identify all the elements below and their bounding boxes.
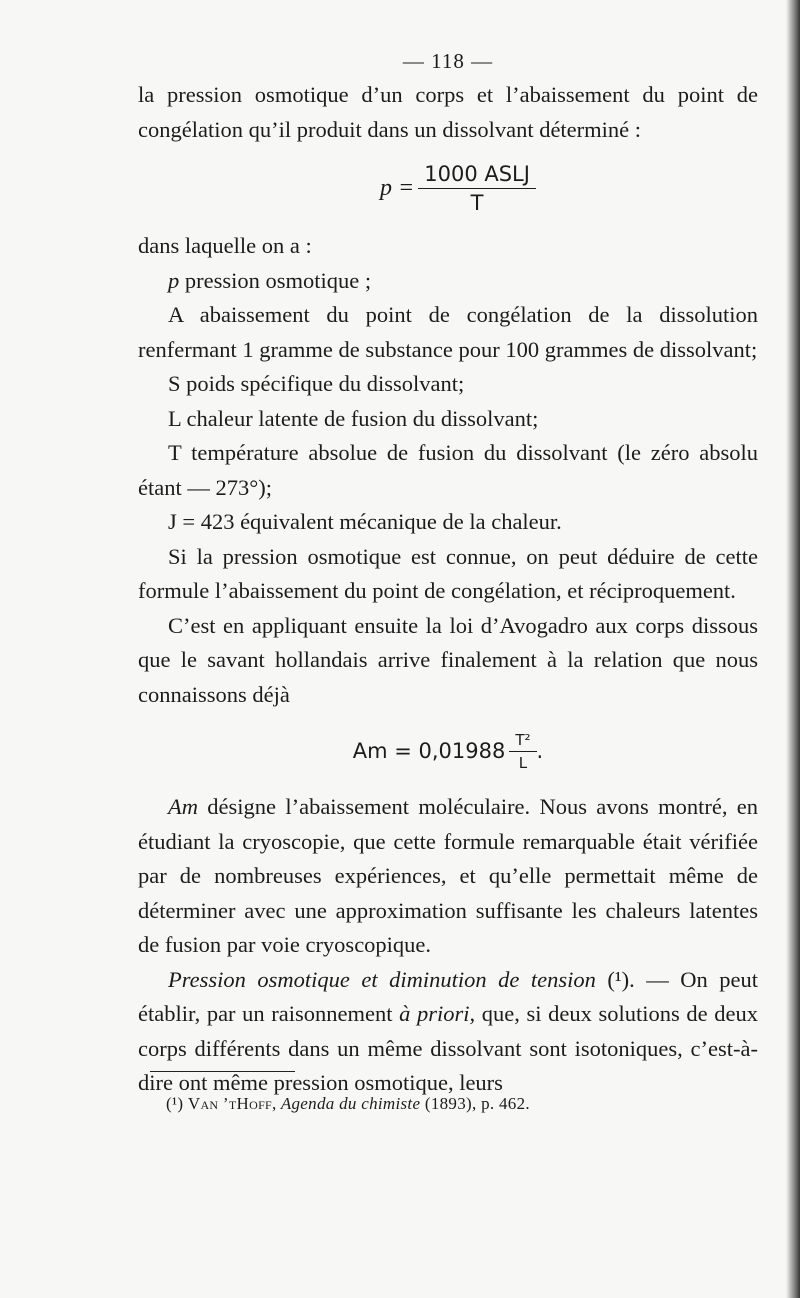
formula-numerator: 1000 ASLJ: [418, 162, 536, 189]
paragraph-deduction: Si la pression osmotique est connue, on peut déduire de cette formule l’abaissement du point de congélation, et réciproquement.: [138, 543, 758, 603]
paragraph-where: dans laquelle on a :: [138, 233, 312, 258]
definition-L: L chaleur latente de fusion du dissolvant;: [168, 405, 539, 431]
book-page: [138, 44, 758, 1101]
definition-p-text: pression osmotique ;: [179, 267, 372, 293]
paragraph-osmotic-tension-a: On peut établir, par un raisonnement: [138, 966, 758, 1026]
definition-S: S poids spécifique du dissolvant;: [168, 371, 465, 396]
page-edge-shadow: [786, 0, 800, 1298]
formula-osmotic-pressure: [158, 147, 758, 229]
formula2-denominator: L: [518, 753, 528, 772]
a-priori: à priori,: [399, 1001, 476, 1026]
formula-denominator: T: [470, 190, 484, 215]
paragraph-osmotic-tension-b: que, si deux solutions de deux corps différents dans un même dissolvant sont isotoniques, c’est-à-dire ont même pression osmotique, leurs: [138, 1001, 758, 1095]
page-number: — 118 —: [402, 49, 494, 73]
formula2-tail: .: [536, 739, 544, 763]
paragraph-molecular-depression: [138, 790, 758, 963]
section-title: Pression osmotique et diminution de tension: [168, 966, 596, 992]
footnote-divider: [150, 1071, 295, 1072]
symbol-Am: Am: [168, 794, 198, 819]
formula2-numerator: T²: [509, 731, 536, 752]
footnote-mark: (¹): [166, 1094, 188, 1113]
paragraph-osmotic-tension: [138, 963, 758, 1101]
footnote-reference: (¹). —: [595, 966, 669, 992]
formula-molecular-depression: [138, 712, 758, 790]
footnote: [166, 1094, 530, 1114]
footnote-rest: (1893), p. 462.: [420, 1094, 530, 1113]
definition-T: T température absolue de fusion du dissolvant (le zéro absolu étant — 273°);: [138, 440, 758, 500]
definition-p: [138, 264, 758, 299]
formula2-lhs: Am = 0,01988: [352, 739, 506, 763]
formula-fraction: [418, 162, 536, 215]
paragraph-avogadro: C’est en appliquant ensuite la loi d’Avogadro aux corps dissous que le savant hollandais arrive finalement à la relation que nous connaissons déjà: [138, 612, 758, 707]
definition-A: A abaissement du point de congélation de la dissolution renfermant 1 gramme de substance pour 100 grammes de dissolvant;: [138, 302, 758, 362]
formula-lhs: p =: [380, 174, 415, 201]
definition-J: J = 423 équivalent mécanique de la chaleur.: [168, 509, 562, 534]
paragraph-intro: la pression osmotique d’un corps et l’abaissement du point de congélation qu’il produit dans un dissolvant déterminé :: [138, 82, 758, 142]
footnote-author: Van ’tHoff,: [187, 1094, 277, 1113]
formula2-fraction: [509, 731, 536, 772]
symbol-p: p: [168, 267, 180, 293]
paragraph-molecular-depression-text: désigne l’abaissement moléculaire. Nous avons montré, en étudiant la cryoscopie, que cette formule remarquable était vérifiée par de nombreuses expériences, et qu’elle permettait même de déterminer avec une approximation suffisante les chaleurs latentes de fusion par voie cryoscopique.: [138, 794, 758, 957]
footnote-title: Agenda du chimiste: [276, 1094, 421, 1113]
